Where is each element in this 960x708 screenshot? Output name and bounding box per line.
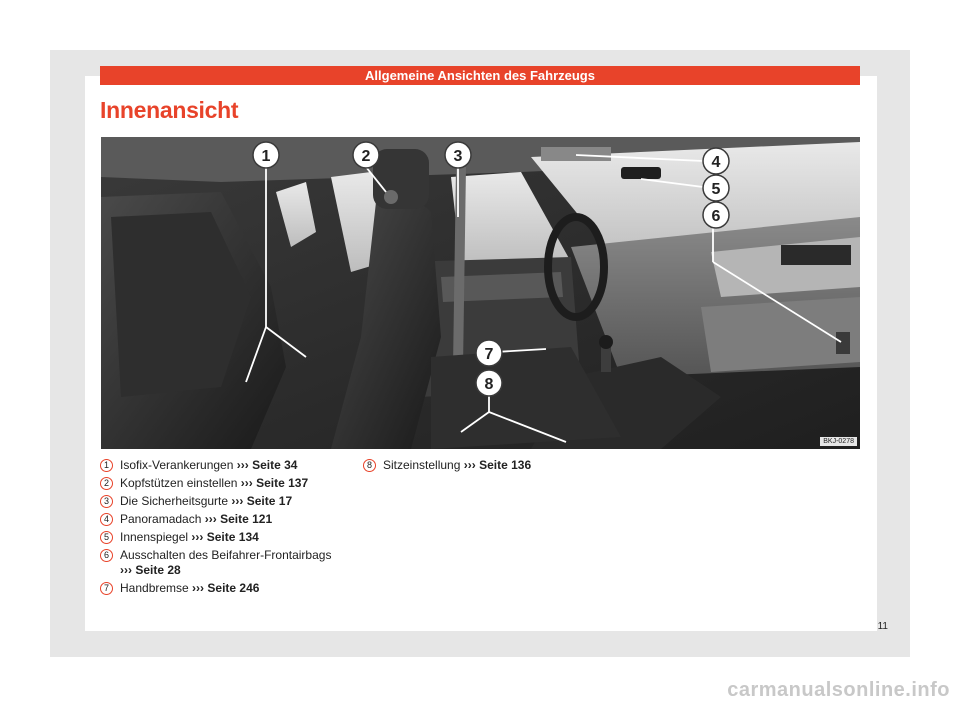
- callout-1: [253, 142, 279, 168]
- legend-number: 4: [100, 513, 113, 526]
- legend-text: Innenspiegel: [120, 530, 189, 544]
- legend-item: [100, 476, 340, 491]
- reference-arrow: ›››: [463, 458, 476, 472]
- legend-text: Sitzeinstellung: [383, 458, 461, 472]
- page-reference-link[interactable]: Seite 34: [252, 458, 298, 472]
- legend-item: [100, 458, 340, 473]
- reference-arrow: ›››: [192, 581, 205, 595]
- page-reference-link[interactable]: Seite 136: [479, 458, 532, 472]
- legend-text: Isofix-Verankerungen: [120, 458, 234, 472]
- callout-5-label: 5: [711, 181, 721, 198]
- reference-arrow: ›››: [240, 476, 253, 490]
- page-reference-link[interactable]: Seite 28: [135, 563, 181, 577]
- callout-3: [445, 142, 471, 168]
- legend-column-2: [363, 458, 603, 476]
- legend-column-1: [100, 458, 340, 599]
- page-number: 11: [877, 621, 888, 632]
- callout-4: [703, 148, 729, 174]
- legend-item: [100, 530, 340, 545]
- legend-item: [100, 581, 340, 596]
- callout-3-label: 3: [453, 148, 463, 165]
- watermark: carmanualsonline.info: [727, 679, 950, 701]
- reference-arrow: ›››: [204, 512, 217, 526]
- legend-number: 7: [100, 582, 113, 595]
- page-reference-link[interactable]: Seite 137: [256, 476, 309, 490]
- reference-arrow: ›››: [120, 563, 132, 577]
- callout-4-label: 4: [711, 154, 721, 171]
- interior-photo: [101, 137, 860, 449]
- page-title: Innenansicht: [100, 97, 239, 123]
- legend-text: Panoramadach: [120, 512, 202, 526]
- legend-item: [100, 512, 340, 527]
- page-reference-link[interactable]: Seite 17: [246, 494, 293, 508]
- callout-8: [476, 370, 502, 396]
- legend-item: [100, 494, 340, 509]
- interior-illustration: [101, 137, 860, 449]
- legend-number: 2: [100, 477, 113, 490]
- page-reference-link[interactable]: Seite 134: [206, 530, 259, 544]
- page-reference-link[interactable]: Seite 121: [220, 512, 273, 526]
- reference-arrow: ›››: [236, 458, 249, 472]
- callout-6: [703, 202, 729, 228]
- callout-2: [353, 142, 379, 168]
- callout-7: [476, 340, 502, 366]
- reference-arrow: ›››: [191, 530, 204, 544]
- legend-number: 1: [100, 459, 113, 472]
- legend-number: 8: [363, 459, 376, 472]
- legend-number: 3: [100, 495, 113, 508]
- legend-number: 5: [100, 531, 113, 544]
- legend-number: 6: [100, 549, 113, 562]
- callout-6-label: 6: [711, 208, 721, 225]
- callout-1-label: 1: [261, 148, 271, 165]
- callout-5: [703, 175, 729, 201]
- figure-code: BKJ-0278: [820, 437, 857, 446]
- legend-text: Die Sicherheitsgurte: [120, 494, 229, 508]
- callout-2-label: 2: [361, 148, 371, 165]
- legend-text: Handbremse: [120, 581, 189, 595]
- callout-8-label: 8: [484, 376, 494, 393]
- reference-arrow: ›››: [231, 494, 244, 508]
- legend-text: Kopfstützen einstellen: [120, 476, 238, 490]
- legend-text: Ausschalten des Beifahrer-Frontairbags: [120, 548, 332, 562]
- legend-item: [363, 458, 603, 473]
- callout-7-label: 7: [484, 346, 494, 363]
- legend-item: [100, 548, 340, 578]
- page-reference-link[interactable]: Seite 246: [207, 581, 260, 595]
- section-header: Allgemeine Ansichten des Fahrzeugs: [100, 66, 860, 85]
